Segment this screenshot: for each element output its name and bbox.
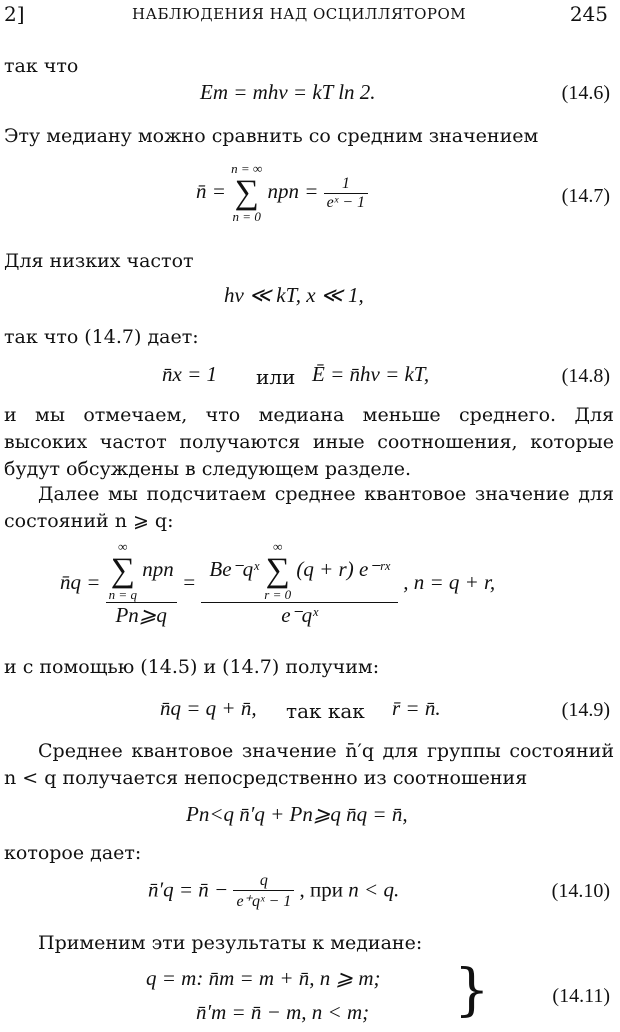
text-low-frequencies: Для низких частот [4, 250, 194, 272]
nq-left-sum-top: ∞ [118, 539, 128, 554]
equation-nq-mean [60, 540, 495, 628]
text-median-compare: Эту медиану можно сравнить со средним значением [4, 125, 539, 147]
equation-low-frequency: hν ≪ kT, x ≪ 1, [224, 283, 364, 307]
eq147-sum-top: n = ∞ [231, 161, 263, 176]
nq-right-sum-top: ∞ [273, 539, 283, 554]
eq147-denominator: eˣ − 1 [326, 193, 366, 211]
equation-14-7 [196, 162, 368, 224]
equation-number-14-9: (14.9) [561, 699, 610, 721]
eq1410-lhs: n̄′q = n̄ − [148, 877, 229, 902]
text-so-that: так что [4, 55, 79, 77]
equation-14-10 [148, 872, 399, 911]
equation-14-11-line-2: n̄′m = n̄ − m, n < m; [196, 1000, 370, 1024]
eq1410-fraction [233, 872, 294, 911]
nq-right-sum-body: (q + r) e⁻ʳˣ [296, 556, 390, 581]
text-apply-to-median: Применим эти результаты к медиане: [38, 932, 423, 954]
paragraph-group-below-q: Среднее квантовое значение n̄′q для группы состояний n < q получается непосредственно из соотношения [4, 740, 614, 789]
nq-left-sum [109, 540, 137, 602]
nq-right-denominator: e⁻qˣ [281, 603, 319, 627]
equation-14-8-a: n̄x = 1 [162, 362, 217, 386]
nq-left-denominator: Pn⩾q [115, 603, 167, 627]
text-which-gives: которое дает: [4, 842, 142, 864]
nq-left-numerator [106, 540, 177, 603]
equation-number-14-11: (14.11) [552, 985, 610, 1007]
sigma-symbol: ∑ [110, 552, 135, 589]
eq1410-numerator: q [233, 872, 294, 891]
nq-right-prefactor: Be⁻qˣ [209, 556, 260, 581]
equation-number-14-8: (14.8) [561, 365, 610, 387]
equation-number-14-10: (14.10) [551, 880, 610, 902]
nq-left-sum-body: npn [142, 556, 174, 581]
equation-number-14-7: (14.7) [561, 185, 610, 207]
page-number: 245 [569, 2, 608, 26]
text-so-14-7-gives: так что (14.7) дает: [4, 326, 199, 348]
eq147-lhs: n̄ = [196, 178, 226, 203]
nq-right-sum [264, 540, 291, 602]
nq-left-fraction [106, 540, 177, 628]
equation-14-6: Em = mhν = kT ln 2. [200, 80, 376, 104]
equation-14-11-line-1: q = m: n̄m = m + n̄, n ⩾ m; [146, 966, 381, 990]
word-or: или [256, 365, 296, 389]
nq-right-sum-bottom: r = 0 [264, 587, 292, 602]
eq147-sum-bottom: n = 0 [232, 209, 261, 224]
equation-14-9-b: r̄ = n̄. [392, 696, 441, 720]
nq-equals: = [181, 569, 197, 594]
nq-left-sum-bottom: n = q [108, 587, 137, 602]
eq1410-denominator: e⁺qˣ − 1 [236, 893, 292, 910]
right-brace: } [454, 958, 490, 1023]
nq-right-numerator [201, 540, 398, 603]
sigma-symbol: ∑ [265, 552, 290, 589]
eq147-sum [231, 162, 262, 224]
nq-tail: , n = q + r, [403, 569, 496, 594]
eq1410-when: , при [299, 877, 344, 902]
eq147-fraction [324, 175, 368, 212]
paragraph-median-less: и мы отмечаем, что медиана меньше среднего. Для высоких частот получаются иные соотношения, которые будут обсуждены в следующем разделе. [4, 404, 614, 480]
equation-relation: Pn<q n̄′q + Pn⩾q n̄q = n̄, [186, 802, 408, 826]
running-header [0, 2, 620, 28]
equation-number-14-6: (14.6) [561, 82, 610, 104]
nq-lhs: n̄q = [60, 569, 101, 594]
equation-14-8-b: Ē = n̄hν = kT, [312, 362, 430, 386]
eq1410-condition: n < q. [348, 877, 400, 902]
section-number: 2] [4, 2, 25, 26]
eq147-body: npn = [267, 178, 319, 203]
paragraph-mean-quantum: Далее мы подсчитаем среднее квантовое значение для состояний n ⩾ q: [4, 483, 614, 532]
chapter-title: НАБЛЮДЕНИЯ НАД ОСЦИЛЛЯТОРОМ [132, 5, 467, 23]
eq147-numerator: 1 [324, 175, 368, 194]
text-using-14-5-14-7: и с помощью (14.5) и (14.7) получим: [4, 656, 380, 678]
nq-right-fraction [201, 540, 398, 628]
equation-14-9-a: n̄q = q + n̄, [160, 696, 257, 720]
sigma-symbol: ∑ [234, 174, 259, 211]
word-since: так как [286, 699, 365, 723]
